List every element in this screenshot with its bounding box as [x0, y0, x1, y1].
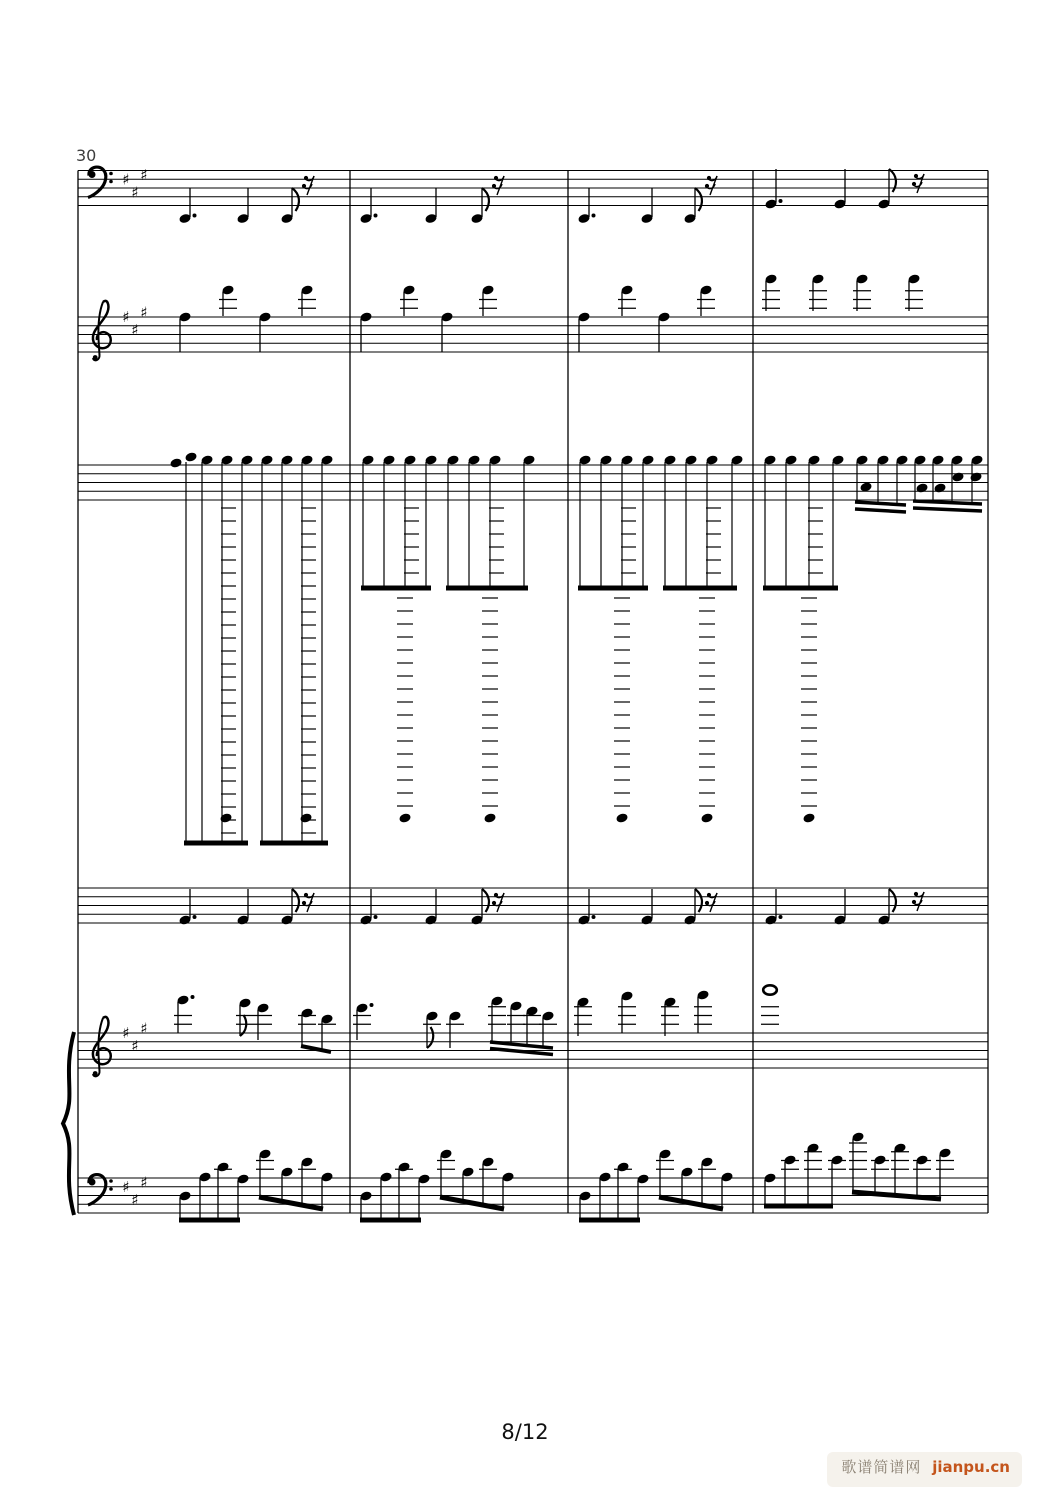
bass-clef-icon — [88, 167, 113, 197]
note-group — [764, 889, 782, 926]
note-group — [236, 997, 254, 1036]
note-head — [398, 812, 411, 823]
note-group — [280, 889, 299, 926]
note-group — [236, 889, 249, 926]
note-group — [470, 188, 489, 224]
note-head — [483, 812, 496, 823]
rest — [302, 893, 314, 912]
staff-lines — [78, 171, 988, 1214]
note-group — [855, 454, 909, 512]
eighth-rest-icon — [912, 892, 924, 911]
note-group — [359, 889, 377, 926]
note-group — [763, 454, 845, 823]
sharp-icon: ♯ — [140, 303, 148, 322]
note-group — [809, 273, 827, 311]
note-group — [488, 995, 557, 1054]
sharp-icon: ♯ — [131, 183, 139, 202]
note-head — [184, 451, 197, 462]
augmentation-dot — [193, 214, 197, 218]
note-group — [578, 454, 655, 823]
note-group — [440, 311, 453, 352]
note-group — [178, 188, 196, 224]
augmentation-dot — [370, 1003, 374, 1007]
eighth-rest-icon — [705, 893, 717, 912]
augmentation-dot — [779, 915, 783, 919]
note-group — [359, 188, 377, 224]
eighth-flag-icon — [889, 889, 896, 912]
eighth-flag-icon — [292, 889, 299, 912]
note-group — [640, 889, 653, 926]
note-group — [905, 273, 923, 311]
note-group — [260, 454, 334, 843]
watermark-site-name: 歌谱简谱网 — [841, 1458, 922, 1476]
clefs — [88, 167, 113, 1205]
treble-clef-icon — [93, 1017, 111, 1077]
note-group — [219, 284, 237, 316]
rest — [705, 893, 717, 912]
note-group — [762, 273, 780, 311]
note-group — [618, 284, 636, 316]
note-group — [479, 284, 497, 316]
sharp-icon: ♯ — [122, 1177, 130, 1196]
note-head — [299, 812, 312, 823]
note-head — [219, 812, 232, 823]
rest — [912, 174, 924, 193]
note-group — [661, 996, 679, 1036]
note-group — [423, 1010, 441, 1048]
note-group — [761, 985, 779, 1024]
augmentation-dot — [592, 915, 596, 919]
note-group — [470, 889, 489, 926]
note-head — [700, 812, 713, 823]
note-head — [802, 812, 815, 823]
eighth-flag-icon — [427, 1027, 433, 1048]
sharp-icon: ♯ — [122, 308, 130, 326]
note-group — [849, 1131, 954, 1199]
eighth-rest-icon — [302, 893, 314, 912]
note-group — [446, 1010, 464, 1048]
note-group — [577, 311, 590, 352]
note-group — [853, 273, 871, 311]
rest — [492, 893, 504, 912]
eighth-flag-icon — [695, 188, 702, 211]
note-head — [933, 482, 946, 493]
eighth-rest-icon — [492, 893, 504, 912]
eighth-flag-icon — [695, 889, 702, 912]
whole-note-head — [763, 985, 777, 994]
note-group — [359, 311, 372, 352]
sharp-icon: ♯ — [131, 321, 139, 340]
eighth-flag-icon — [482, 188, 489, 211]
note-group — [178, 1161, 249, 1220]
note-group — [446, 454, 536, 823]
sharp-icon: ♯ — [140, 1019, 148, 1038]
measure-number: 30 — [76, 146, 97, 165]
page-indicator: 8/12 — [501, 1420, 549, 1444]
note-group — [169, 451, 253, 843]
sharp-icon: ♯ — [131, 1190, 139, 1209]
note-group — [663, 454, 744, 823]
eighth-flag-icon — [482, 889, 489, 912]
augmentation-dot — [779, 199, 783, 203]
note-group — [256, 1148, 334, 1209]
watermark-site-url: jianpu.cn — [932, 1458, 1010, 1476]
sharp-icon: ♯ — [140, 1173, 148, 1192]
sharp-icon: ♯ — [122, 170, 130, 189]
note-group — [764, 169, 782, 210]
sharp-icon: ♯ — [122, 1024, 130, 1042]
note-head — [615, 812, 628, 823]
bass-clef-icon — [88, 1175, 113, 1205]
treble-clef-icon — [93, 301, 111, 361]
note-group — [618, 990, 636, 1033]
note-group — [577, 188, 595, 224]
note-group — [437, 1148, 515, 1209]
eighth-flag-icon — [292, 188, 299, 211]
augmentation-dot — [374, 915, 378, 919]
note-group — [683, 889, 702, 926]
note-group — [178, 311, 191, 352]
note-group — [361, 454, 438, 823]
note-head — [915, 482, 928, 493]
note-group — [178, 889, 196, 926]
brace-icon — [63, 1032, 74, 1215]
note-head — [951, 471, 964, 482]
note-group — [683, 188, 702, 224]
note-group — [174, 994, 195, 1033]
note-group — [254, 1002, 272, 1040]
note-group — [424, 889, 437, 926]
note-head — [169, 457, 182, 468]
note-group — [697, 284, 715, 316]
note-group — [424, 188, 437, 224]
augmentation-dot — [592, 214, 596, 218]
note-group — [656, 1148, 734, 1209]
notes-layer — [169, 169, 983, 1220]
note-group — [353, 1002, 374, 1040]
note-group — [574, 996, 592, 1036]
note-group — [280, 188, 299, 224]
note-group — [657, 311, 670, 352]
note-group — [577, 889, 595, 926]
note-group — [359, 1161, 430, 1220]
sharp-icon: ♯ — [131, 1037, 139, 1056]
note-group — [258, 311, 271, 352]
barlines — [78, 171, 988, 1214]
note-group — [833, 169, 846, 210]
note-group — [236, 188, 249, 224]
augmentation-dot — [191, 995, 195, 999]
note-group — [877, 889, 896, 926]
note-group — [763, 1142, 846, 1206]
note-group — [640, 188, 653, 224]
note-head — [969, 471, 982, 482]
eighth-rest-icon — [912, 174, 924, 193]
augmentation-dot — [193, 915, 197, 919]
note-group — [694, 989, 712, 1033]
note-group — [298, 1007, 336, 1052]
note-group — [298, 284, 316, 316]
note-group — [833, 889, 846, 926]
watermark — [827, 1452, 1022, 1487]
note-group — [578, 1161, 649, 1220]
grand-staff-brace — [63, 1032, 74, 1215]
note-group — [877, 169, 896, 210]
rest — [912, 892, 924, 911]
sharp-icon: ♯ — [140, 165, 148, 184]
key-signatures — [122, 166, 147, 1209]
augmentation-dot — [374, 214, 378, 218]
note-group — [400, 284, 418, 316]
